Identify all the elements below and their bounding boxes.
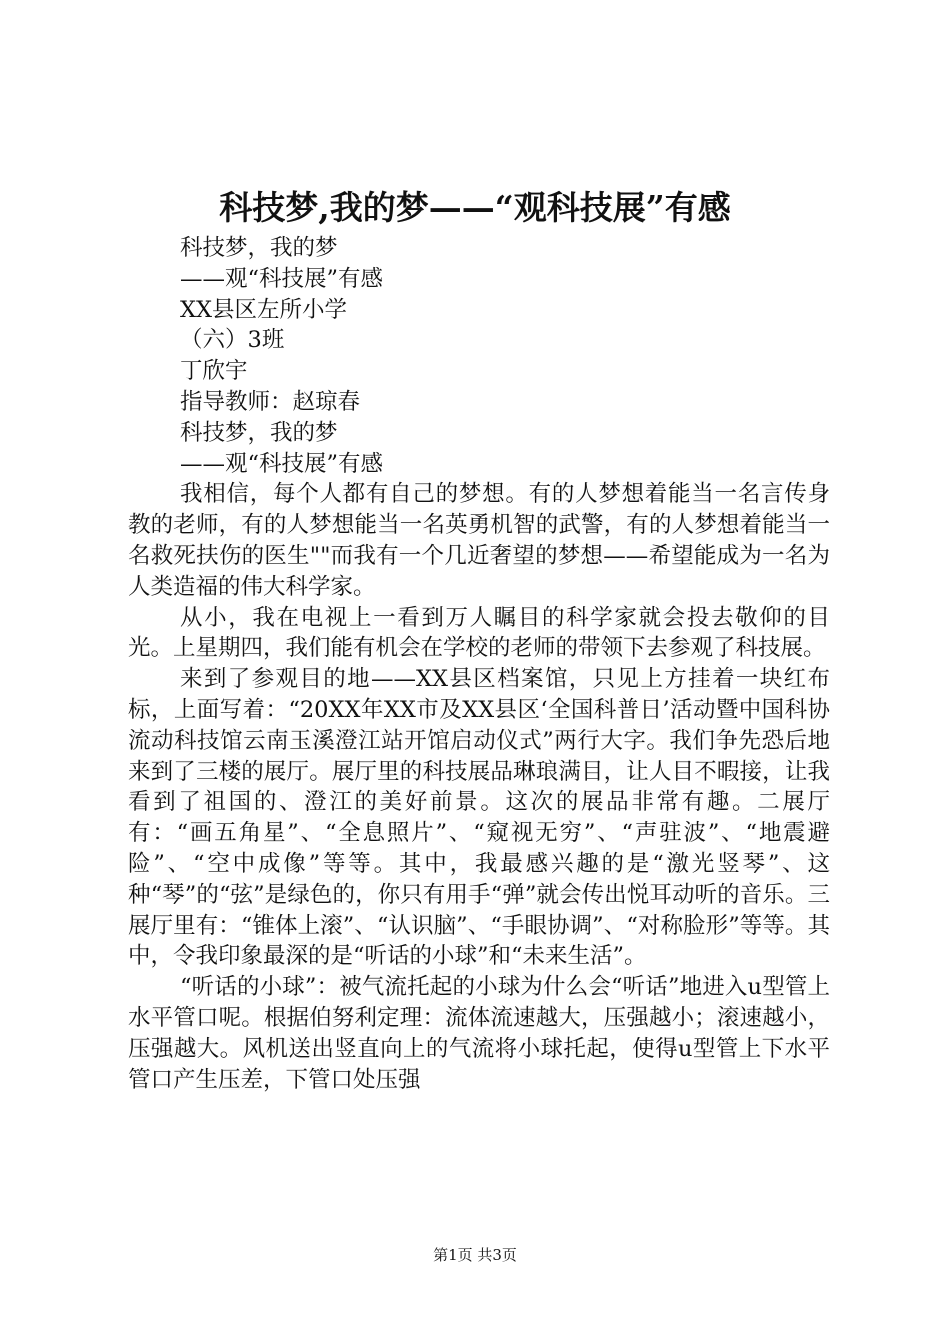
header-line: XX县区左所小学 [180,296,348,323]
header-line: （六）3班 [180,327,285,354]
body-paragraph: “听话的小球”：被气流托起的小球为什么会“听话”地进入u型管上水平管口呢。根据伯努利定理：流体流速越大，压强越小；滚速越小，压强越大。风机送出竖直向上的气流将小球托起，使得u型管上下水平管口产生压差，下管口处压强 [128,974,830,1093]
header-line: 丁欣宇 [180,358,248,385]
header-line: 科技梦，我的梦 [180,419,338,446]
document-body [128,233,830,1095]
body-paragraph: 我相信，每个人都有自己的梦想。有的人梦想着能当一名言传身教的老师，有的人梦想能当一名英勇机智的武警，有的人梦想着能当一名救死扶伤的医生""而我有一个几近奢望的梦想——希望能成为一名为人类造福的伟大科学家。 [128,481,830,600]
body-paragraph: 来到了参观目的地——XX县区档案馆，只见上方挂着一块红布标，上面写着：“20XX年XX市及XX县区‘全国科普日’活动暨中国科协流动科技馆云南玉溪澄江站开馆启动仪式”两行大字。我们争先恐后地来到了三楼的展厅。展厅里的科技展品琳琅满目，让人目不暇接，让我看到了祖国的、澄江的美好前景。这次的展品非常有趣。二展厅有：“画五角星”、“全息照片”、“窥视无穷”、“声驻波”、“地震避险”、“空中成像”等等。其中，我最感兴趣的是“激光竖琴”、这种“琴”的“弦”是绿色的，你只有用手“弹”就会传出悦耳动听的音乐。三展厅里有：“锥体上滚”、“认识脑”、“手眼协调”、“对称脸形”等等。其中，令我印象最深的是“听话的小球”和“未来生活”。 [128,666,830,970]
header-line: 科技梦，我的梦 [180,235,338,261]
header-line: 指导教师：赵琼春 [180,388,361,415]
header-line: ——观“科技展”有感 [180,450,384,477]
page-footer: 第1页 共3页 [433,1246,517,1264]
header-line: ——观“科技展”有感 [180,265,384,292]
body-paragraph: 从小，我在电视上一看到万人瞩目的科学家就会投去敬仰的目光。上星期四，我们能有机会在学校的老师的带领下去参观了科技展。 [128,604,830,662]
document-title: 科技梦,我的梦——“观科技展”有感 [219,188,731,227]
